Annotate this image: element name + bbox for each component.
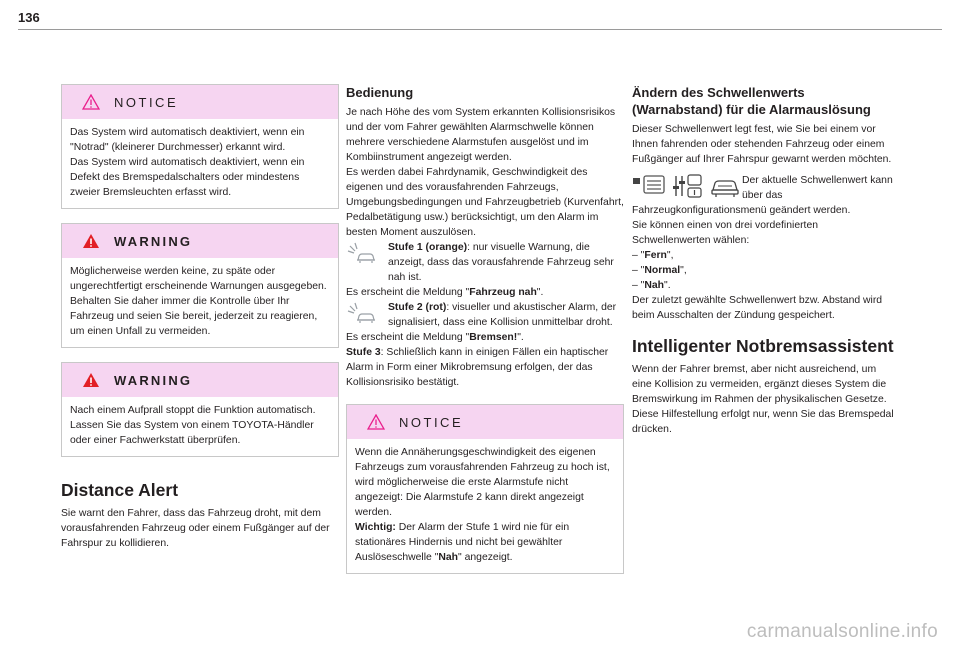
stage-2-desc: : visueller und akustischer Alarm, der signalisiert, dass eine Kollision unmittelbar droht. (388, 302, 617, 328)
threshold-saved: Der zuletzt gewählte Schwellenwert bzw. Abstand wird beim Ausschalten der Zündung gespeichert. (632, 295, 883, 321)
distance-alert-text: Sie warnt den Fahrer, dass das Fahrzeug droht, mit dem vorausfahrenden Fahrzeug oder einem Fußgänger auf der Fahrspur zu kollidieren. (61, 508, 330, 549)
warning-body-1 (62, 258, 338, 347)
warning-header-1 (62, 224, 338, 258)
threshold-title: Ändern des Schwellenwerts (Warnabstand) für die Alarmauslösung (632, 85, 871, 117)
emergency-brake-text-1: Wenn der Fahrer bremst, aber nicht ausreichend, um eine Kollision zu vermeiden, ergänzt dieses System die Bremswirkung im Rahmen der physikalischen Gesetze. (632, 364, 887, 405)
warning-triangle-icon (82, 233, 100, 249)
operation-intro-1: Je nach Höhe des vom System erkannten Kollisionsrisikos und der vom Fahrer gewählten Alarmschwelle können mehrere verschiedene Alarmstufen ausgelöst und im Kombiinstrument angezeigt werden. (346, 107, 616, 163)
stage-1-desc: : nur visuelle Warnung, die anzeigt, dass das vorausfahrende Fahrzeug sehr nah ist. (388, 242, 614, 283)
notice-2-text-1: Wenn die Annäherungsgeschwindigkeit des eigenen Fahrzeugs zum vorausfahrenden Fahrzeug zu hoch ist, wird möglicherweise die erste Alarmstufe nicht angezeigt: Die Alarmstufe 2 kann direkt angezeigt werden. (355, 447, 610, 518)
notice-header (62, 85, 338, 119)
warning-box-2 (61, 362, 339, 457)
operation-intro-2: Es werden dabei Fahrdynamik, Geschwindigkeit des eigenen und des vorausfahrenden Fahrzeugs, Umgebungsbedingungen und Fahrzeugbetrieb (Kurvenfahrt, Pedalbetätigung usw.) berücksichtigt, um den Alarm im besten Moment auszulösen. (346, 167, 624, 238)
notice-2-text-pre: Der Alarm der Stufe 1 wird nie für ein stationäres Hindernis und nicht bei gewählter Auslöseschwelle " (355, 522, 570, 563)
option-suffix: ", (666, 250, 674, 261)
notice-text-2: Das System wird automatisch deaktiviert, wenn ein Defekt des Bremspedalschalters oder mindestens zweier Bremsleuchten erfasst wird. (70, 157, 305, 198)
option-label: Normal (644, 265, 681, 276)
stage-2 (346, 300, 624, 330)
threshold-icons-row (632, 173, 894, 203)
threshold-option-normal (632, 263, 894, 278)
stage-1-message (346, 285, 624, 300)
column-left (61, 84, 339, 551)
notice-2-near: Nah (438, 552, 459, 563)
option-prefix: – " (632, 265, 645, 276)
stage-1 (346, 240, 624, 285)
notice-box (61, 84, 339, 209)
stage-2-msg: Bremsen! (469, 332, 518, 343)
stage-2-message (346, 330, 624, 345)
warning-header-2 (62, 363, 338, 397)
threshold-intro: Dieser Schwellenwert legt fest, wie Sie bei einem vor Ihnen fahrenden oder stehenden Fahrzeug oder einem Fußgänger auf Ihrer Fahrspur gewarnt werden möchten. (632, 124, 892, 165)
settings-sliders-icon (670, 173, 704, 199)
distance-alert-title: Distance Alert (61, 480, 179, 500)
notice-label: NOTICE (114, 94, 179, 110)
column-middle (346, 84, 624, 588)
notice-header-2 (347, 405, 623, 439)
car-outline-icon (708, 173, 742, 199)
warning-body-2 (62, 397, 338, 456)
notice-label-2: NOTICE (399, 414, 464, 430)
notice-triangle-icon (367, 414, 385, 430)
threshold-option-far (632, 248, 894, 263)
stage-1-label: Stufe 1 (orange) (388, 242, 468, 253)
notice-2-important: Wichtig: (355, 522, 396, 533)
operation-title: Bedienung (346, 85, 414, 100)
notice-box-2 (346, 404, 624, 574)
stage-1-msg: Fahrzeug nah (469, 287, 537, 298)
threshold-choose: Sie können einen von drei vordefinierten Schwellenwerten wählen: (632, 220, 819, 246)
warning-1-text-1: Möglicherweise werden keine, zu späte oder ungerechtfertigt erscheinende Warnungen ausgegeben. (70, 266, 327, 292)
emergency-brake-text-2: Diese Hilfestellung erfolgt nur, wenn Sie das Bremspedal drücken. (632, 409, 894, 435)
option-label: Nah (644, 280, 664, 291)
stage-3-label: Stufe 3 (346, 347, 381, 358)
warning-1-text-2: Behalten Sie daher immer die Kontrolle über Ihr Fahrzeug und seien Sie bereit, jederzeit zu reagieren, um einen Unfall zu vermeiden. (70, 296, 318, 337)
notice-body-2 (347, 439, 623, 573)
notice-triangle-icon (82, 94, 100, 110)
emergency-brake-title: Intelligenter Notbremsassistent (632, 336, 894, 356)
stage-2-msg-post: ". (517, 332, 524, 343)
stage-1-text (388, 240, 624, 285)
notice-body (62, 119, 338, 208)
threshold-options (632, 248, 894, 293)
warning-2-text-1: Nach einem Aufprall stoppt die Funktion automatisch. Lassen Sie das System von einem TOYOTA-Händler oder einer Fachwerkstatt überprüfen. (70, 405, 316, 446)
column-right (632, 84, 894, 437)
threshold-icon-text: Der aktuelle Schwellenwert kann über das (742, 175, 893, 201)
notice-text-1: Das System wird automatisch deaktiviert, wenn ein "Notrad" (kleinerer Durchmesser) erkannt wird. (70, 127, 305, 153)
watermark: carmanualsonline.info (746, 621, 938, 642)
notice-2-text-post: " angezeigt. (458, 552, 513, 563)
stage-2-msg-pre: Es erscheint die Meldung " (346, 332, 470, 343)
threshold-option-near (632, 278, 894, 293)
vehicle-alert-red-icon (346, 300, 380, 326)
warning-label-1: WARNING (114, 233, 193, 249)
page-number: 136 (18, 10, 40, 25)
stage-1-msg-pre: Es erscheint die Meldung " (346, 287, 470, 298)
stage-3-desc: : Schließlich kann in einigen Fällen ein haptischer Alarm in Form einer Mikrobremsung erfolgen, der das Kollisionsrisiko bestätigt. (346, 347, 609, 388)
stage-2-label: Stufe 2 (rot) (388, 302, 447, 313)
option-suffix: ". (664, 280, 671, 291)
menu-screen-icon (632, 173, 666, 199)
threshold-icon-text-cont: Fahrzeugkonfigurationsmenü geändert werden. (632, 205, 851, 216)
option-prefix: – " (632, 280, 645, 291)
top-rule (18, 29, 942, 30)
warning-label-2: WARNING (114, 372, 193, 388)
notice-2-text-2 (355, 520, 615, 565)
stage-3-text (346, 345, 624, 390)
warning-triangle-icon (82, 372, 100, 388)
vehicle-alert-orange-icon (346, 240, 380, 266)
threshold-icons (632, 173, 742, 199)
option-prefix: – " (632, 250, 645, 261)
option-label: Fern (644, 250, 667, 261)
warning-box-1 (61, 223, 339, 348)
stage-2-text (388, 300, 624, 330)
stage-1-msg-post: ". (536, 287, 544, 298)
option-suffix: ", (680, 265, 687, 276)
